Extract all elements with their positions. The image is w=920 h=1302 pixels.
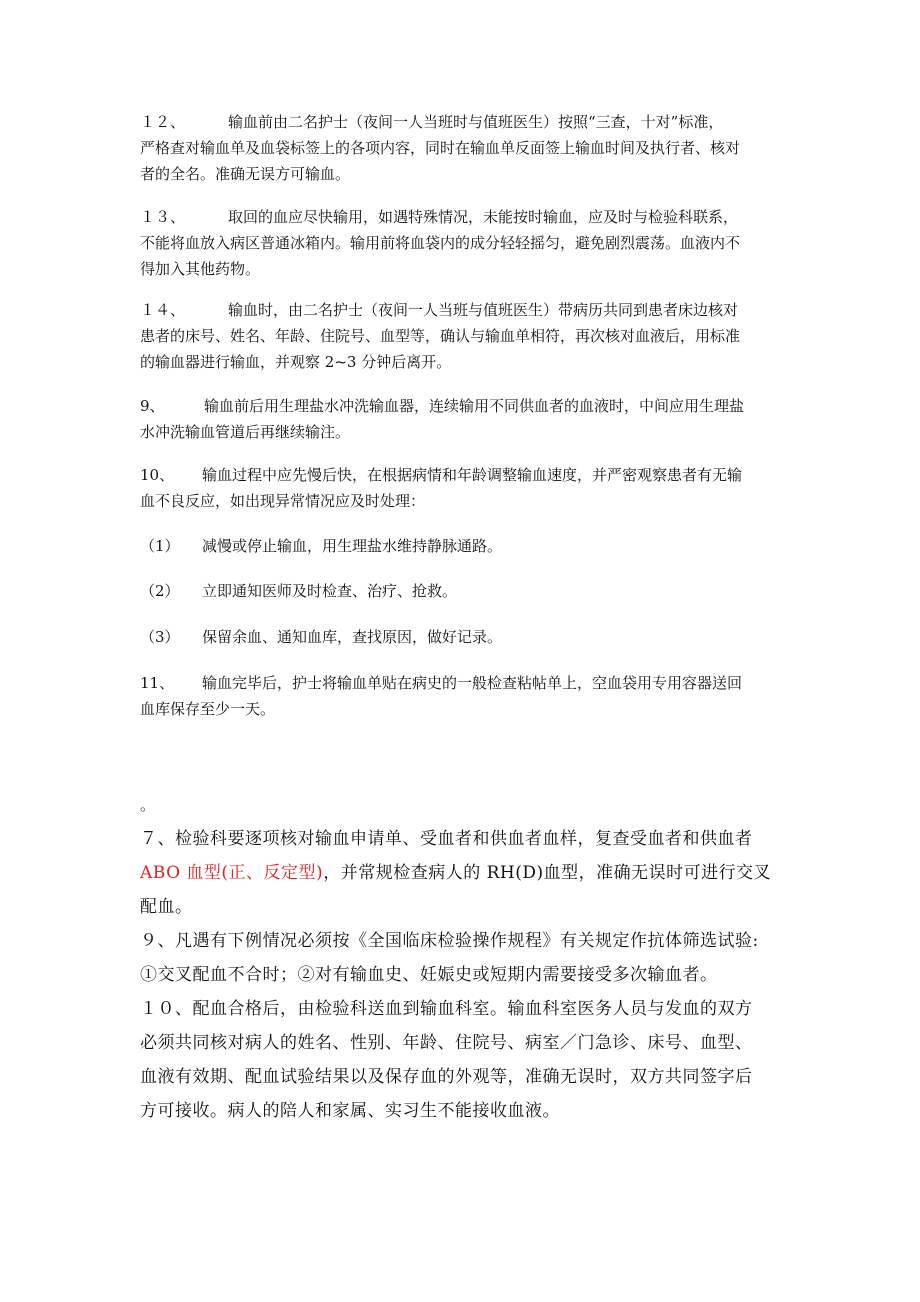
period-mark: 。 [140,796,156,814]
paragraph-13 [140,204,790,282]
paragraph-line: 患者的床号、姓名、年龄、住院号、血型等，确认与输血单相符，再次核对血液后，用标准 [140,327,741,345]
paragraph-line: 输血时，由二名护士（夜间一人当班与值班医生）带病历共同到患者床边核对 [228,301,739,319]
paragraph-10-lab [140,992,790,1128]
paragraph-line: 血库保存至少一天。 [140,700,276,718]
paragraph-line: ７、检验科要逐项核对输血申请单、受血者和供血者血样，复查受血者和供血者 [140,829,753,849]
paragraph-9-lab [140,924,790,992]
paragraph-line: 血液有效期、配血试验结果以及保存血的外观等，准确无误时，双方共同签字后 [140,1067,753,1087]
list-item-number: （1） [140,537,180,555]
paragraph-line: 血不良反应，如出现异常情况应及时处理： [140,492,426,510]
paragraph-14 [140,297,790,375]
paragraph-line: 输血前后用生理盐水冲洗输血器，连续输用不同供血者的血液时，中间应用生理盐 [204,397,745,415]
list-item-number: （2） [140,582,180,600]
paragraph-line: ，并常规检查病人的 RH(D)血型，准确无误时可进行交叉 [323,863,772,883]
paragraph-number: １４、 [140,301,186,319]
list-item-text: 减慢或停止输血，用生理盐水维持静脉通路。 [202,537,503,555]
paragraph-line: ①交叉配血不合时；②对有输血史、妊娠史或短期内需要接受多次输血者。 [140,965,718,985]
paragraph-line: 严格查对输血单及血袋标签上的各项内容，同时在输血单反面签上输血时间及执行者、核对 [140,139,741,157]
paragraph-line: 输血前由二名护士（夜间一人当班时与值班医生）按照“三查，十对”标准， [228,113,724,131]
paragraph-7 [140,822,790,924]
highlighted-text: ABO 血型(正、反定型) [140,863,324,883]
paragraph-number: 10、 [140,466,175,484]
paragraph-number: １３、 [140,208,186,226]
paragraph-line: 水冲洗输血管道后再继续输注。 [140,423,351,441]
paragraph-number: 9、 [140,397,165,415]
paragraph-10 [140,462,790,514]
paragraph-line: 取回的血应尽快输用，如遇特殊情况，未能按时输血，应及时与检验科联系， [228,208,739,226]
paragraph-11 [140,670,790,722]
paragraph-line: 必须共同核对病人的姓名、性别、年龄、住院号、病室／门急诊、床号、血型、 [140,1033,753,1053]
list-item [140,624,790,650]
paragraph-number: １２、 [140,113,186,131]
paragraph-line: 方可接收。病人的陪人和家属、实习生不能接收血液。 [140,1101,560,1121]
list-item-text: 立即通知医师及时检查、治疗、抢救。 [202,582,458,600]
paragraph-line: 的输血器进行输血，并观察 2~3 分钟后离开。 [140,353,452,371]
paragraph-number: 11、 [140,674,175,692]
paragraph-line: １０、配血合格后，由检验科送血到输血科室。输血科室医务人员与发血的双方 [140,999,753,1019]
list-item [140,533,790,559]
list-item-number: （3） [140,628,180,646]
paragraph-line: 得加入其他药物。 [140,260,261,278]
paragraph-12 [140,109,790,187]
paragraph-line: 输血过程中应先慢后快，在根据病情和年龄调整输血速度，并严密观察患者有无输 [202,466,743,484]
list-item [140,578,790,604]
paragraph-line: 输血完毕后，护士将输血单贴在病史的一般检查粘帖单上，空血袋用专用容器送回 [202,674,743,692]
list-item-text: 保留余血、通知血库，查找原因，做好记录。 [202,628,503,646]
paragraph-9 [140,393,790,445]
paragraph-line: ９、凡遇有下例情况必须按《全国临床检验操作规程》有关规定作抗体筛选试验: [140,931,759,951]
paragraph-line: 者的全名。准确无误方可输血。 [140,165,351,183]
paragraph-line: 配血。 [140,897,193,917]
paragraph-line: 不能将血放入病区普通冰箱内。输用前将血袋内的成分轻轻摇匀，避免剧烈震荡。血液内不 [140,234,741,252]
